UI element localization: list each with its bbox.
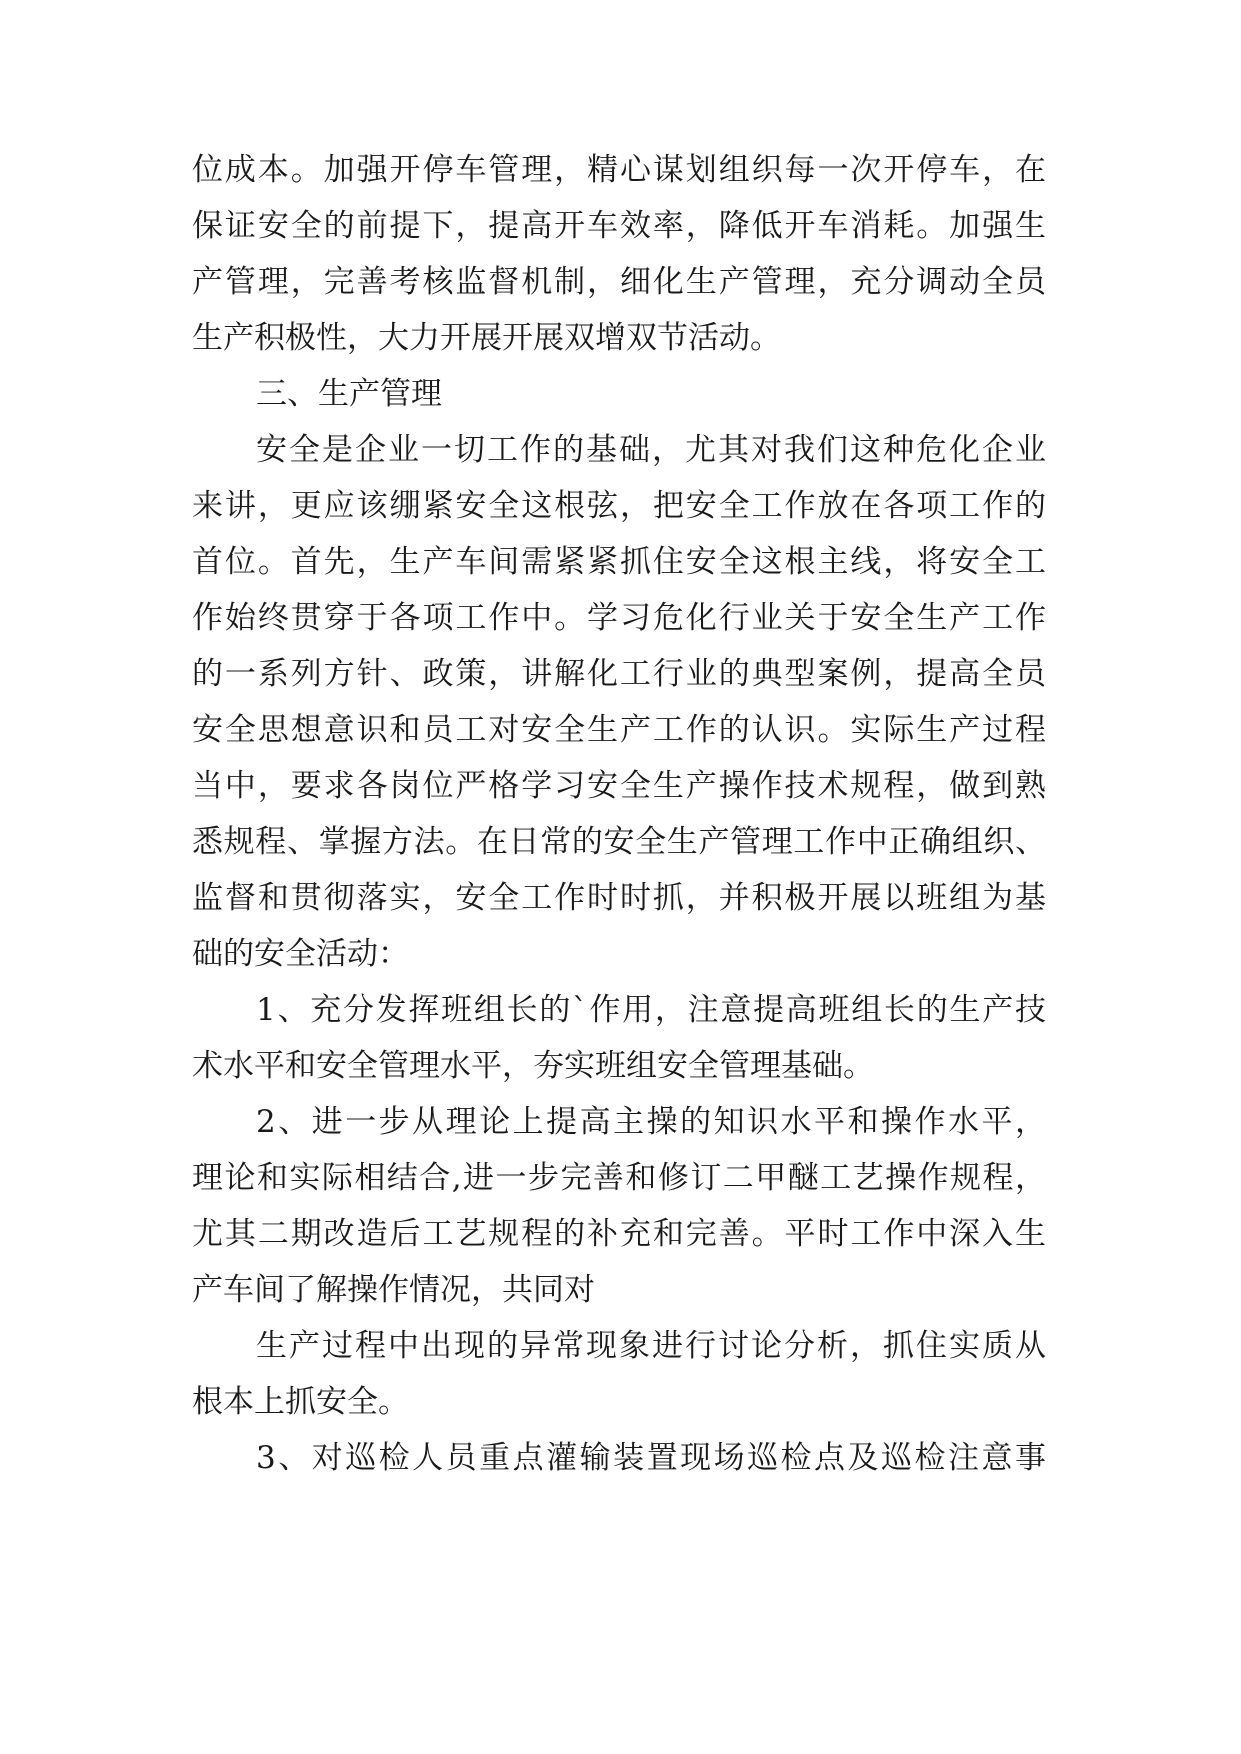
text-line: 安全思想意识和员工对安全生产工作的认识。实际生产过程 [192, 712, 1046, 748]
section-heading: 三、生产管理 [256, 376, 442, 412]
text-line: 作始终贯穿于各项工作中。学习危化行业关于安全生产工作 [192, 600, 1046, 636]
text-line: 当中，要求各岗位严格学习安全生产操作技术规程，做到熟 [192, 768, 1046, 804]
list-item: 2、进一步从理论上提高主操的知识水平和操作水平， [256, 1104, 1046, 1140]
list-item: 3、对巡检人员重点灌输装置现场巡检点及巡检注意事 [256, 1440, 1046, 1476]
text-line: 位成本。加强开停车管理，精心谋划组织每一次开停车，在 [192, 152, 1046, 188]
text-line: 产车间了解操作情况，共同对 [192, 1272, 595, 1308]
text-line: 监督和贯彻落实，安全工作时时抓，并积极开展以班组为基 [192, 880, 1046, 916]
text-line: 悉规程、掌握方法。在日常的安全生产管理工作中正确组织、 [192, 824, 1046, 860]
text-line: 理论和实际相结合,进一步完善和修订二甲醚工艺操作规程， [192, 1160, 1046, 1196]
text-line: 生产积极性，大力开展开展双增双节活动。 [192, 320, 781, 356]
text-line: 尤其二期改造后工艺规程的补充和完善。平时工作中深入生 [192, 1216, 1046, 1252]
text-line: 保证安全的前提下，提高开车效率，降低开车消耗。加强生 [192, 208, 1046, 244]
text-line: 的一系列方针、政策，讲解化工行业的典型案例，提高全员 [192, 656, 1046, 692]
text-line: 安全是企业一切工作的基础，尤其对我们这种危化企业 [256, 432, 1046, 468]
text-line: 产管理，完善考核监督机制，细化生产管理，充分调动全员 [192, 264, 1046, 300]
text-line: 术水平和安全管理水平，夯实班组安全管理基础。 [192, 1048, 874, 1084]
text-line: 来讲，更应该绷紧安全这根弦，把安全工作放在各项工作的 [192, 488, 1046, 524]
text-line: 生产过程中出现的异常现象进行讨论分析，抓住实质从 [256, 1328, 1046, 1364]
text-line: 首位。首先，生产车间需紧紧抓住安全这根主线，将安全工 [192, 544, 1046, 580]
text-line: 根本上抓安全。 [192, 1384, 409, 1420]
list-item: 1、充分发挥班组长的`作用，注意提高班组长的生产技 [256, 992, 1046, 1028]
text-line: 础的安全活动： [192, 936, 409, 972]
